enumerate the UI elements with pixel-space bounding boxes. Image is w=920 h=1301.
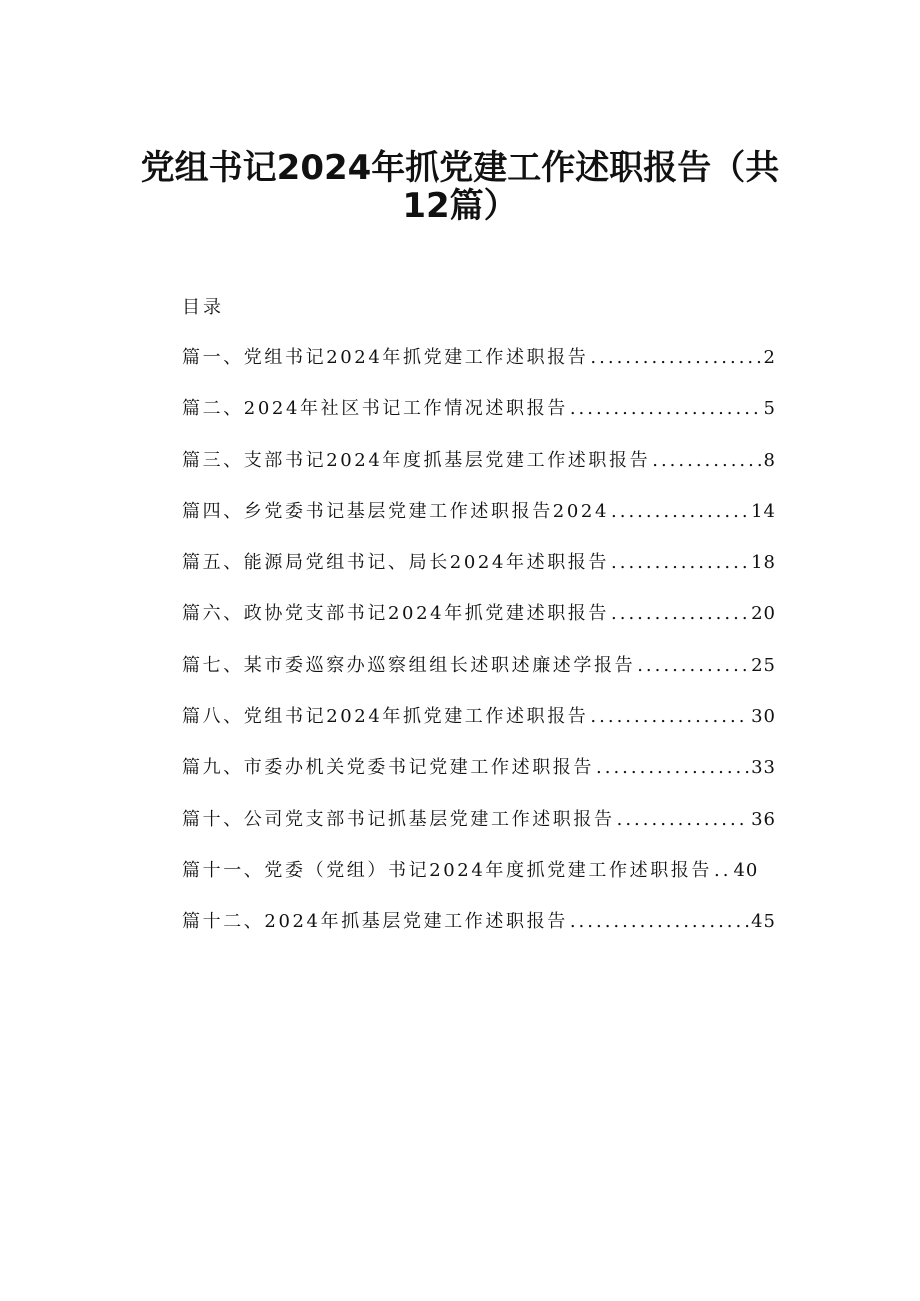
toc-dot-leader <box>570 907 749 937</box>
toc-entry-label: 篇四、乡党委书记基层党建工作述职报告2024 <box>182 500 610 522</box>
toc-dot-leader <box>590 702 749 732</box>
toc-entry-label: 篇五、能源局党组书记、局长2024年述职报告 <box>182 552 610 574</box>
toc-dot-leader <box>596 753 749 783</box>
toc-page-number: 14 <box>751 500 776 522</box>
toc-dot-leader <box>652 446 761 476</box>
toc-dot-leader <box>611 548 749 578</box>
toc-entry-10[interactable] <box>182 805 776 856</box>
toc-page-number: 40 <box>733 859 759 881</box>
toc-page-number: 5 <box>763 398 776 420</box>
document-title-line-2: 12篇） <box>402 186 518 226</box>
toc-page-number: 30 <box>751 706 776 728</box>
toc-page-number: 2 <box>763 347 776 368</box>
toc-page-number: 18 <box>751 552 776 574</box>
toc-page-number: 25 <box>751 654 776 676</box>
toc-entry-label: 篇十二、2024年抓基层党建工作述职报告 <box>182 911 568 933</box>
toc-dot-leader <box>570 394 762 424</box>
toc-entry-label: 篇八、党组书记2024年抓党建工作述职报告 <box>182 706 589 728</box>
toc-entry-5[interactable] <box>182 548 776 599</box>
toc-dot-leader <box>611 599 749 629</box>
toc-dot-leader <box>714 856 731 886</box>
toc-entry-label: 篇三、支部书记2024年度抓基层党建工作述职报告 <box>182 449 651 471</box>
toc-page-number: 45 <box>751 911 776 933</box>
toc-dot-leader <box>611 497 749 527</box>
toc-entry-2[interactable] <box>182 394 776 445</box>
toc-entry-label: 篇二、2024年社区书记工作情况述职报告 <box>182 398 568 420</box>
toc-entry-label: 篇六、政协党支部书记2024年抓党建述职报告 <box>182 603 610 625</box>
toc-entry-label: 篇七、某市委巡察办巡察组组长述职述廉述学报告 <box>182 654 636 676</box>
document-title-line-1: 党组书记2024年抓党建工作述职报告（共 <box>140 148 780 188</box>
toc-page-number: 36 <box>751 808 776 830</box>
toc-page-number: 33 <box>751 757 776 779</box>
toc-entry-7[interactable] <box>182 651 776 702</box>
toc-entry-3[interactable] <box>182 446 776 497</box>
toc-dot-leader <box>617 805 749 835</box>
toc-page-number: 20 <box>751 603 776 625</box>
toc-entry-12[interactable] <box>182 907 776 958</box>
toc-entry-11[interactable] <box>182 856 776 907</box>
toc-entry-8[interactable] <box>182 702 776 753</box>
toc-dot-leader <box>590 343 761 373</box>
toc-entry-4[interactable] <box>182 497 776 548</box>
toc-entry-label: 篇九、市委办机关党委书记党建工作述职报告 <box>182 757 594 779</box>
toc-entry-label: 篇十一、党委（党组）书记2024年度抓党建工作述职报告 <box>182 859 713 881</box>
toc-page-number: 8 <box>763 449 776 471</box>
toc-entry-9[interactable] <box>182 753 776 804</box>
toc-dot-leader <box>637 651 749 681</box>
toc-entry-label: 篇一、党组书记2024年抓党建工作述职报告 <box>182 347 589 368</box>
table-of-contents <box>182 343 776 959</box>
toc-entry-6[interactable] <box>182 599 776 650</box>
toc-entry-1[interactable] <box>182 343 776 394</box>
toc-heading: 目录 <box>182 297 224 318</box>
toc-entry-label: 篇十、公司党支部书记抓基层党建工作述职报告 <box>182 808 615 830</box>
